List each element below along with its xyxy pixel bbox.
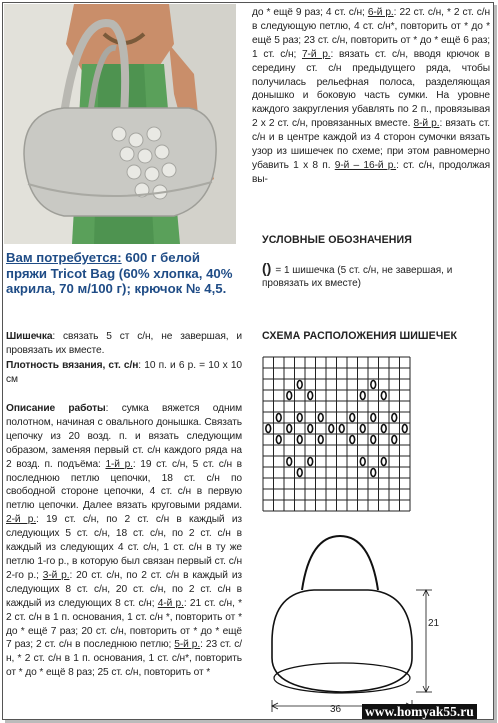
bobble-mark [339,425,344,433]
bag-height-label: 21 [428,618,440,629]
product-photo [4,4,236,244]
legend-title: УСЛОВНЫЕ ОБОЗНАЧЕНИЯ [262,234,412,246]
bobble-mark [360,392,365,400]
text-run: : 19 ст. с/н, 5 ст. с/н в последнюю петлю цепочки, 18 ст. с/н по свободной стороне цепочки, 4 ст. с/н в первую петлю цепочки. Далее вязать круговыми рядами. [6,458,242,512]
description-label: Описание работы [6,403,106,414]
instructions-continuation [252,6,490,187]
text-run: : 21 ст. с/н, * 2 ст. с/н в 1 п. основания, 1 ст. с/н *, повторить от * до * ещё 7 раз; 20 ст. с/н, повторить от * до * ещё 7 раз; 2 ст. с/н в последнюю петлю; [6,597,242,651]
bobble-mark [297,436,302,444]
bobble-mark [308,458,313,466]
bobble-mark [276,436,281,444]
bobble-mark [371,414,376,422]
description-paragraph [6,402,242,680]
text-run: : ст. с/н, продолжая вы- [252,159,490,185]
bobble-mark [318,436,323,444]
bobble-mark [287,458,292,466]
shishechka-label: Шишечка [6,331,53,342]
bobble-mark [308,425,313,433]
bobble-symbol-icon: () [262,260,272,276]
text-run: : сумка вяжется одним полотном, начиная с овального донышка. Связать цепочку из 20 возд. п. и вязать следующим образом, заменяя первый ст. с/н каждого ряда на 2 возд. п. подъёма: [6,403,242,470]
row-label-6: 6-й р. [367,7,394,18]
bobble-mark [392,436,397,444]
bobble-mark [371,469,376,477]
scheme-title: СХЕМА РАСПОЛОЖЕНИЯ ШИШЕЧЕК [262,330,458,342]
bobble-mark [287,425,292,433]
text-run: : 20 ст. с/н, по 2 ст. с/н в каждый из следующих 8 ст. с/н, 20 ст. с/н, по 2 ст. с/н в каждый из следующих 8 ст. с/н; [6,569,242,609]
shishechka-paragraph [6,330,242,358]
bobble-mark [402,425,407,433]
legend [262,262,462,290]
text-run: : вязать ст. с/н и в центре каждой из 4 сторон сумочки вязать узор из шишечек по схеме; при этом равномерно убавить 1 х 8 п. [252,118,491,171]
bag-outline-diagram [258,530,448,720]
bobble-mark [371,436,376,444]
bobble-scheme-grid [262,356,412,516]
density-label: Плотность вязания, ст. с/н [6,360,139,371]
row-label-2: 2-й р. [6,514,37,526]
density-text: : 10 п. и 6 р. = 10 х 10 см [6,360,242,385]
text-run: : 22 ст. с/н, * 2 ст. с/н в следующую петлю, 4 ст. с/н*, повторить от * до * ещё 5 раз; 23 ст. с/н, повторить от * до * ещё 6 раз; 1 ст. с/н; [252,7,490,60]
legend-text: = 1 шишечка (5 ст. с/н, не завершая, и провязать их вместе) [262,265,453,289]
row-label-9-16: 9-й – 16-й р. [334,159,397,171]
row-label-8: 8-й р. [413,118,440,130]
bobble-mark [266,425,271,433]
bobble-mark [318,414,323,422]
bobble-mark [276,414,281,422]
bobble-mark [381,458,386,466]
bobble-mark [350,414,355,422]
text-run: до * ещё 9 раз; 4 ст. с/н; [252,7,368,18]
density-paragraph [6,359,242,387]
bobble-mark [360,458,365,466]
row-label-1: 1-й р. [105,458,133,470]
bobble-mark [329,425,334,433]
text-run: : 19 ст. с/н, по 2 ст. с/н в каждый из следующих 5 ст. с/н, 18 ст. с/н, по 2 ст. с/н в каждый из следующих 4 ст. с/н, 1 ст. с/н в ту же петлю 1-го р., в которую был связан первый ст. с/н 2-го р.; [6,514,242,581]
text-run: : 23 ст. с/н, * 2 ст. с/н в 1 п. основания, 1 ст. с/н*, повторить от * до * ещё 8 раз; 25 ст. с/н, повторить от * [6,639,242,679]
watermark: www.homyak55.ru [362,704,477,719]
text-run: : вязать ст. с/н, вводя крючок в середину ст. с/н предыдущего ряда, чтобы получилась рельефная полоса, разделяющая донышко и боковую часть сумки. На уровне каждого закругления убавлять по 2 п., провязывая 2 х 2 ст. с/н, провязанных вместе. [252,48,490,130]
row-label-5: 5-й р. [174,639,201,651]
bag-width-label: 36 [330,704,342,715]
bobble-mark [360,425,365,433]
shishechka-text: : связать 5 ст с/н, не завершая, и провязать их вместе. [6,331,242,356]
bobble-mark [297,381,302,389]
bobble-mark [392,414,397,422]
materials-heading [6,250,242,297]
bobble-mark [381,425,386,433]
bobble-mark [287,392,292,400]
bobble-mark [350,436,355,444]
bobble-mark [297,414,302,422]
bobble-mark [371,381,376,389]
row-label-4: 4-й р. [157,597,184,609]
bobble-mark [308,392,313,400]
bobble-mark [297,469,302,477]
materials-text: 600 г белой пряжи Tricot Bag (60% хлопка, 40% акрила, 70 м/100 г); крючок № 4,5. [6,250,233,296]
row-label-3: 3-й р. [42,569,70,581]
materials-label: Вам потребуется: [6,250,122,265]
instructions-paragraph [252,6,490,187]
row-label-7: 7-й р. [301,48,331,60]
bobble-mark [381,392,386,400]
